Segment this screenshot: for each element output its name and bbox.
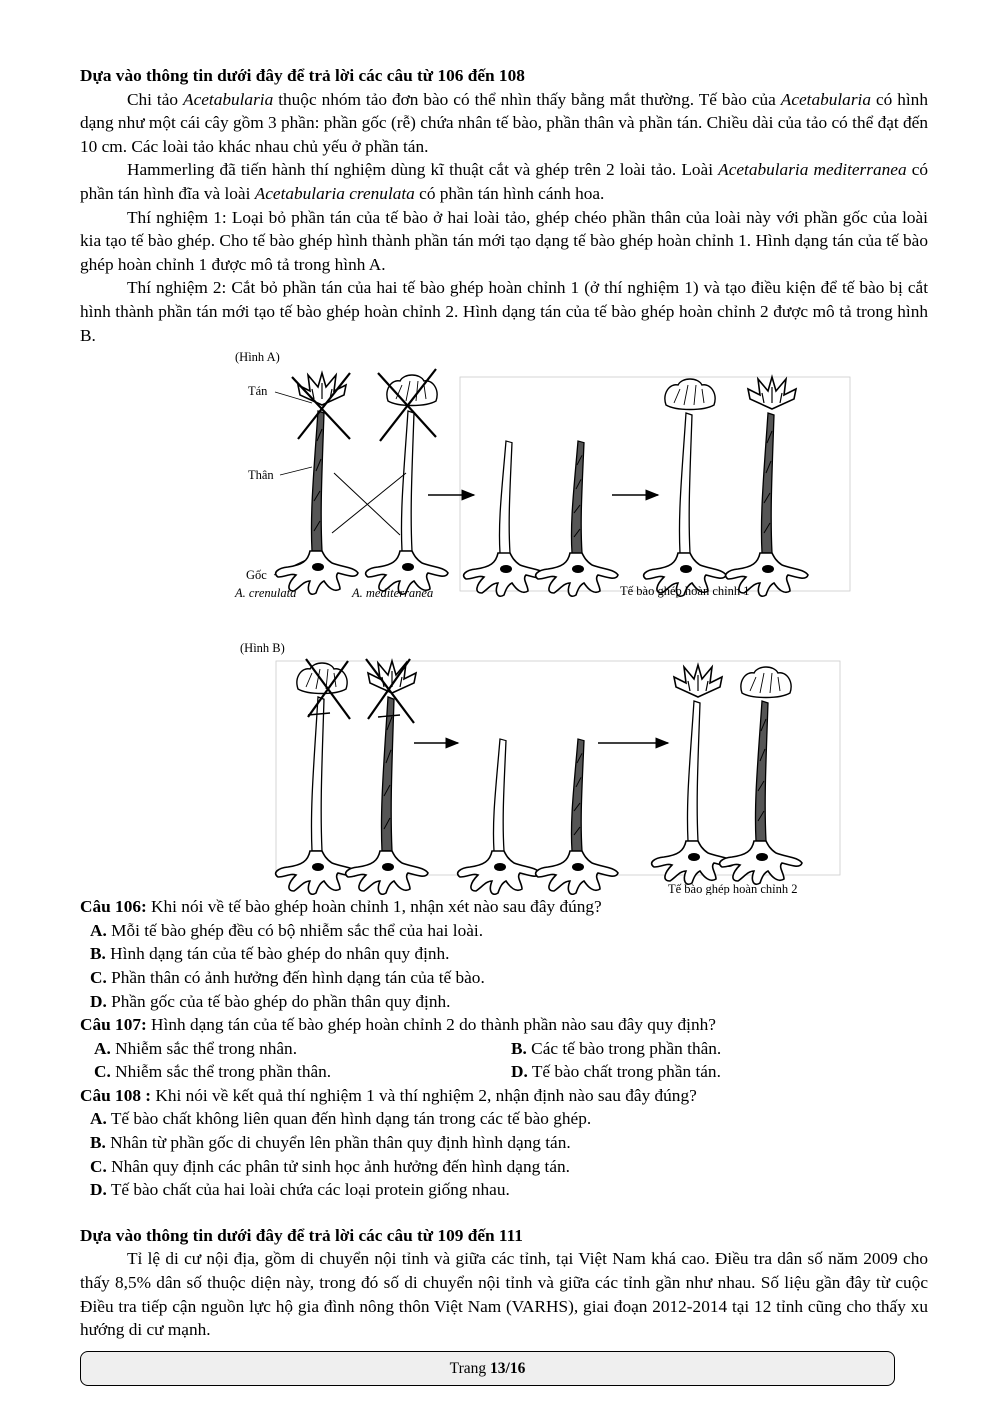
page-footer (80, 1351, 895, 1386)
page-number: 13/16 (490, 1360, 526, 1377)
question-108: Câu 108 : Khi nói về kết quả thí nghiệm 1 và thí nghiệm 2, nhận định nào sau đây đúng? (80, 1085, 697, 1105)
experiment-2-paragraph: Thí nghiệm 2: Cắt bỏ phần tán của hai tế bào ghép hoàn chỉnh 1 (ở thí nghiệm 1) và tạo điều kiện để tế bào bị cắt hình thành phần tán mới tạo tế bào ghép hoàn chỉnh 2. Hình dạng tán của tế bào ghép hoàn chỉnh 2 được mô tả trong hình B. (80, 278, 928, 345)
question-107: Câu 107: Hình dạng tán của tế bào ghép hoàn chỉnh 2 do thành phần nào sau đây quy định? (80, 1015, 716, 1035)
species-mediterranea-label: A. mediterranea (352, 586, 434, 601)
experiment2-cut-cell-2 (536, 739, 618, 894)
q106-option-d[interactable]: D. Phần gốc của tế bào ghép do phần thân quy định. (90, 991, 451, 1011)
label-than: Thân (248, 468, 274, 483)
section2-paragraph: Tỉ lệ di cư nội địa, gồm di chuyển nội tỉnh và giữa các tỉnh, tại Việt Nam khá cao. Điều tra dân số năm 2009 cho thấy 8,5% dân số thuộc diện này, trong đó số di chuyển nội tỉnh và giữa các tỉnh gần như nhau. Số liệu gần đây từ cuộc Điều tra tiếp cận nguồn lực hộ gia đình nông thôn Việt Nam (VARHS), giai đoạn 2012-2014 tại 12 tỉnh cũng cho thấy xu hướng di cư mạnh. (80, 1249, 928, 1340)
q107-option-b[interactable]: B. Các tế bào trong phần thân. (511, 1038, 722, 1058)
q106-option-a[interactable]: A. Mỗi tế bào ghép đều có bộ nhiễm sắc thể của hai loài. (90, 920, 484, 940)
experiment2-cell-2 (346, 661, 428, 894)
q108-option-d[interactable]: D. Tế bào chất của hai loài chứa các loại protein giống nhau. (90, 1180, 510, 1200)
section1-paragraph-2: Hammerling đã tiến hành thí nghiệm dùng kĩ thuật cắt và ghép trên 2 loài tảo. Loài Acetabularia mediterranea có phần tán hình đĩa và loài Acetabularia crenulata có phần tán hình cánh hoa. (80, 160, 929, 203)
q107-option-a[interactable]: A. Nhiễm sắc thể trong nhân. (94, 1038, 298, 1058)
complete-cell-2b (720, 667, 802, 884)
question-106: Câu 106: Khi nói về tế bào ghép hoàn chỉnh 1, nhận xét nào sau đây đúng? (80, 897, 602, 917)
figure-a-title: (Hình A) (235, 350, 280, 365)
complete-cell-2a (652, 665, 734, 884)
q107-option-c[interactable]: C. Nhiễm sắc thể trong phần thân. (94, 1062, 332, 1082)
experiment-figure (80, 347, 928, 895)
section1-heading: Dựa vào thông tin dưới đây để trả lời các câu từ 106 đến 108 (80, 66, 525, 85)
experiment2-cell-1 (276, 663, 358, 894)
footer-prefix: Trang (449, 1360, 491, 1377)
figure-a-caption: Tế bào ghép hoàn chỉnh 1 (620, 584, 750, 599)
grafted-cell (464, 441, 546, 596)
experiment-1-paragraph: Thí nghiệm 1: Loại bỏ phần tán của tế bào ở hai loài tảo, ghép chéo phần thân của loài này với phần gốc của loài kia tạo tế bào ghép. Cho tế bào ghép hình thành phần tán mới tạo dạng tế bào ghép hoàn chỉnh 1. Hình dạng tán của tế bào ghép hoàn chỉnh 1 được mô tả trong hình A. (80, 207, 928, 274)
page-content (80, 64, 928, 1342)
q107-option-d[interactable]: D. Tế bào chất trong phần tán. (511, 1062, 721, 1082)
q108-option-a[interactable]: A. Tế bào chất không liên quan đến hình dạng tán trong các tế bào ghép. (90, 1109, 592, 1129)
q108-option-c[interactable]: C. Nhân quy định các phân tử sinh học ảnh hưởng đến hình dạng tán. (90, 1156, 570, 1176)
label-tan: Tán (248, 384, 268, 399)
section2-heading: Dựa vào thông tin dưới đây để trả lời các câu từ 109 đến 111 (80, 1225, 523, 1245)
figure-b-title: (Hình B) (240, 641, 285, 656)
q106-option-c[interactable]: C. Phần thân có ảnh hưởng đến hình dạng tán của tế bào. (90, 967, 485, 987)
q108-option-b[interactable]: B. Nhân từ phần gốc di chuyển lên phần thân quy định hình dạng tán. (90, 1133, 571, 1153)
complete-cell-1b (726, 377, 808, 596)
figure-b-caption: Tế bào ghép hoàn chỉnh 2 (668, 882, 798, 896)
label-goc: Gốc (246, 568, 267, 583)
section1-paragraph-1: Chi tảo Acetabularia thuộc nhóm tảo đơn bào có thể nhìn thấy bằng mắt thường. Tế bào của Acetabularia có hình dạng như một cái cây gồm 3 phần: phần gốc (rễ) chứa nhân tế bào, phần thân và phần tán. Chiều dài của tảo có thể đạt đến 10 cm. Các loài tảo khác nhau chủ yếu ở phần tán. (80, 89, 928, 156)
q107-options-row-2 (80, 1060, 928, 1084)
grafted-cell (536, 441, 618, 596)
species-crenulata-label: A. crenulata (235, 586, 297, 601)
figure-illustration (80, 347, 928, 895)
experiment2-cut-cell-1 (458, 739, 540, 894)
q106-option-b[interactable]: B. Hình dạng tán của tế bào ghép do nhân quy định. (90, 944, 450, 964)
complete-cell-1a (644, 379, 726, 596)
q107-options-row-1 (80, 1037, 928, 1061)
